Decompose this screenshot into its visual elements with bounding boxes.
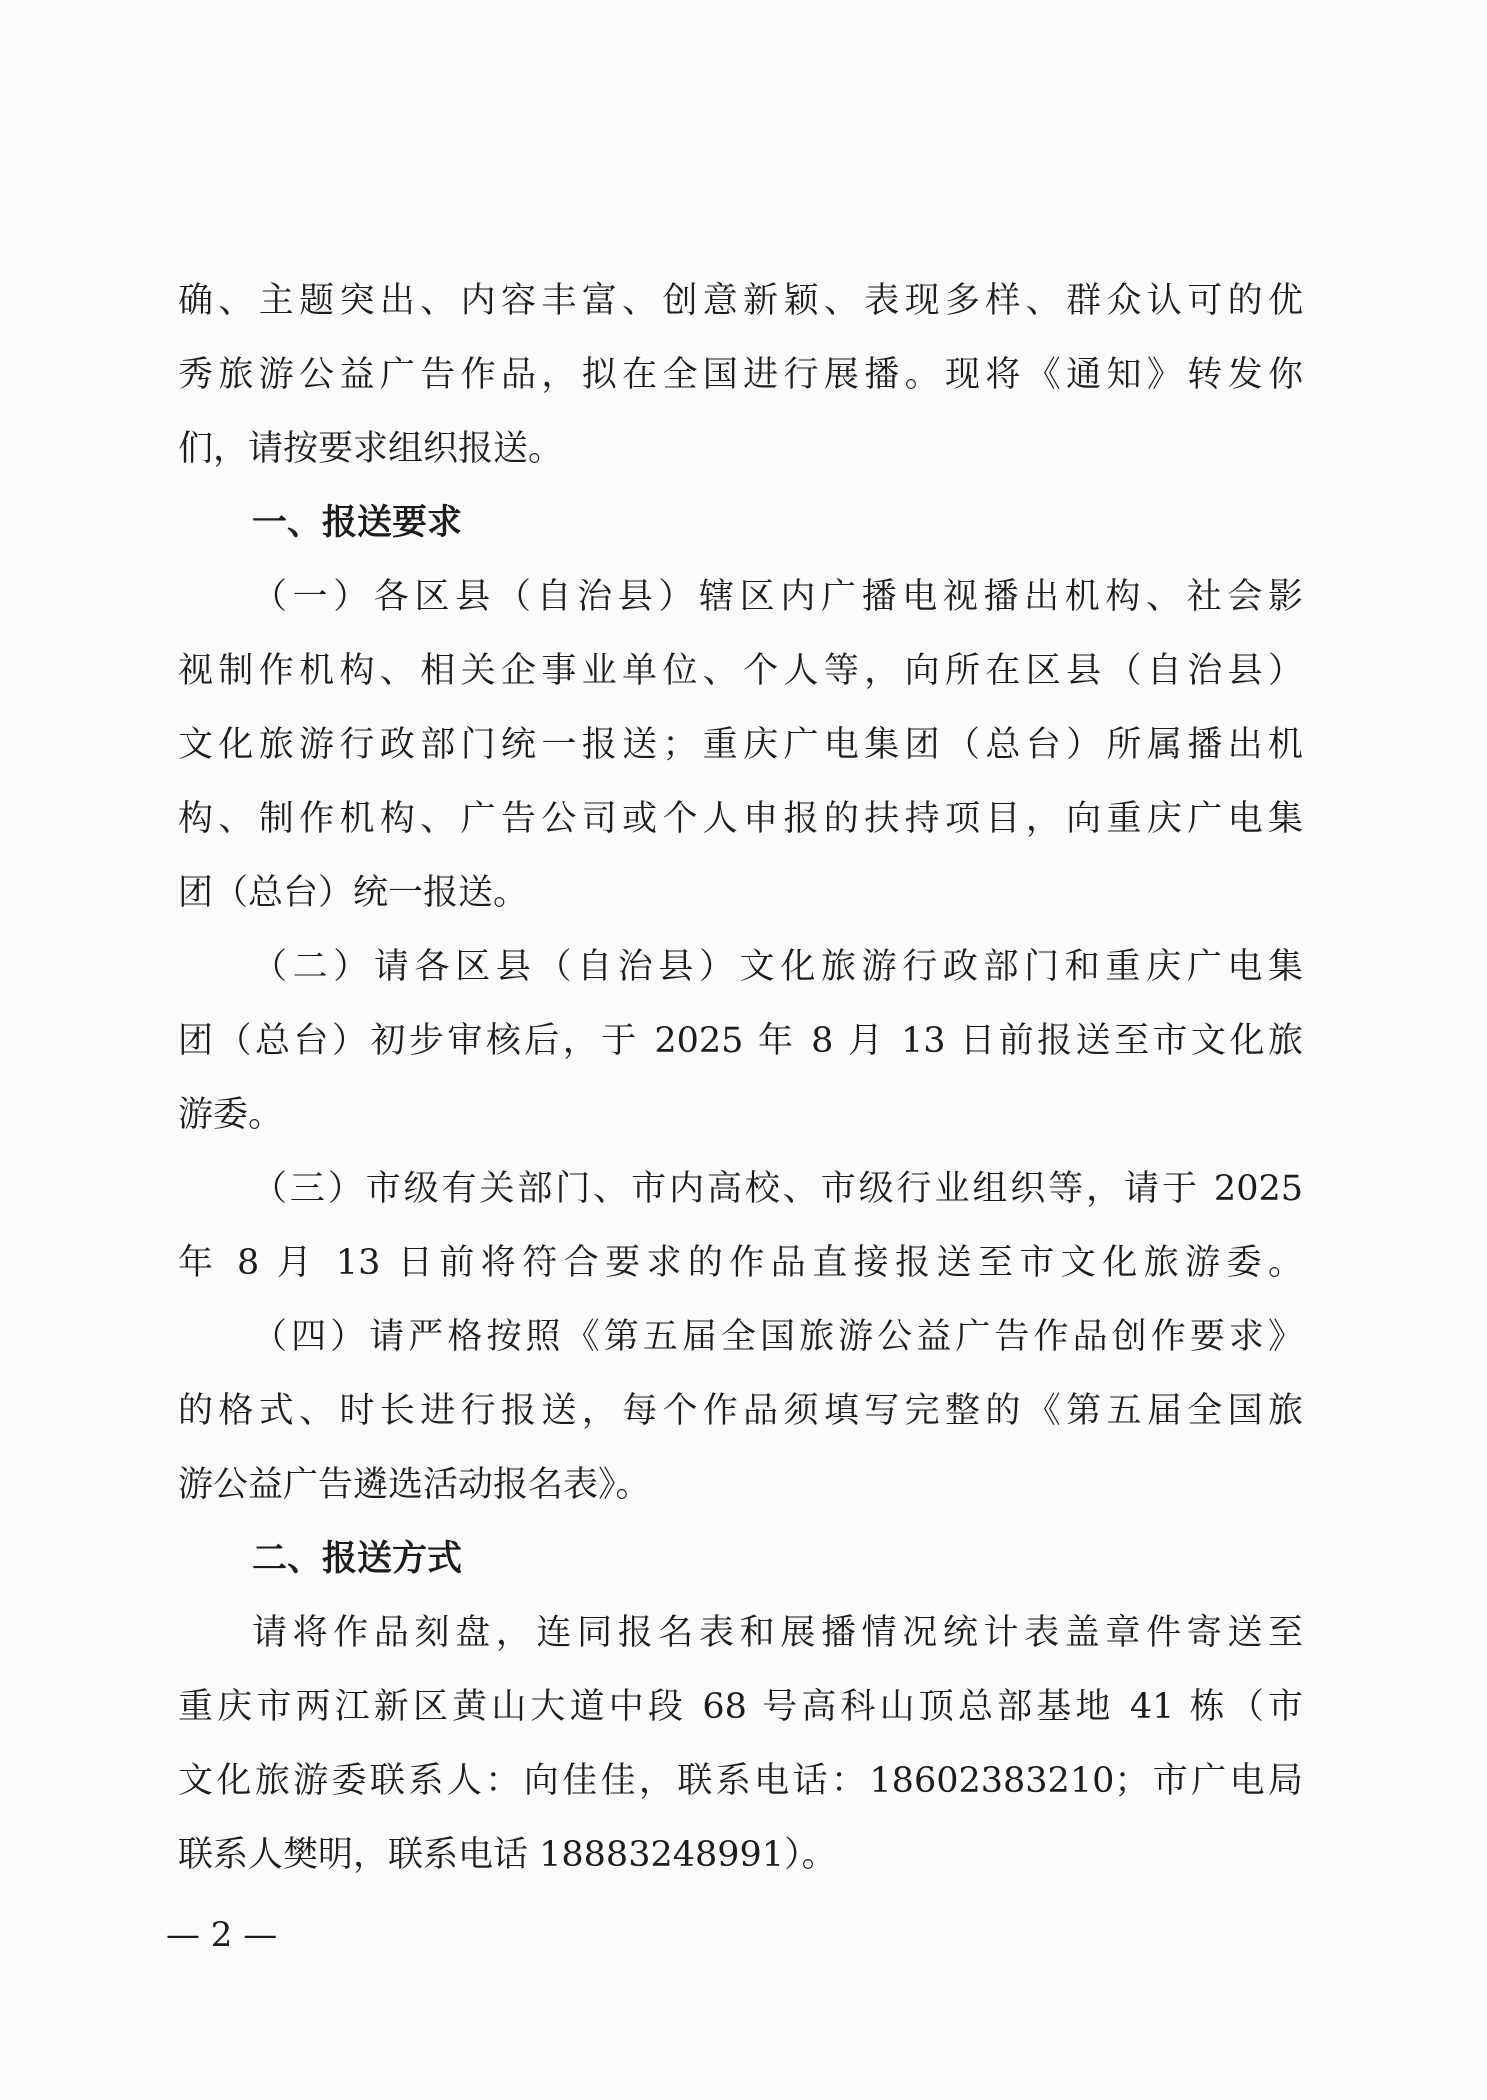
body-text-line: 团（总台）初步审核后，于 2025 年 8 月 13 日前报送至市文化旅	[178, 1021, 1303, 1061]
body-text-line: 确、主题突出、内容丰富、创意新颖、表现多样、群众认可的优	[178, 281, 1303, 321]
section-heading-1: 一、报送要求	[252, 503, 463, 543]
body-text-line: （二）请各区县（自治县）文化旅游行政部门和重庆广电集	[252, 947, 1303, 987]
body-text-line: 构、制作机构、广告公司或个人申报的扶持项目，向重庆广电集	[178, 799, 1303, 839]
body-text-line: 游公益广告遴选活动报名表》。	[178, 1465, 651, 1505]
page-number: — 2 —	[166, 1915, 278, 1955]
body-text-line: 秀旅游公益广告作品，拟在全国进行展播。现将《通知》转发你	[178, 355, 1303, 395]
body-text-line: 文化旅游委联系人：向佳佳，联系电话：18602383210；市广电局	[178, 1761, 1303, 1801]
body-text-line: （一）各区县（自治县）辖区内广播电视播出机构、社会影	[252, 577, 1303, 617]
body-text-line: 请将作品刻盘，连同报名表和展播情况统计表盖章件寄送至	[252, 1613, 1303, 1653]
body-text-line: 们，请按要求组织报送。	[178, 429, 564, 469]
body-text-line: 年 8 月 13 日前将符合要求的作品直接报送至市文化旅游委。	[178, 1243, 1303, 1283]
body-text-line: （三）市级有关部门、市内高校、市级行业组织等，请于 2025	[252, 1169, 1303, 1209]
body-text-line: 视制作机构、相关企事业单位、个人等，向所在区县（自治县）	[178, 651, 1303, 691]
body-text-line: 游委。	[178, 1095, 284, 1135]
body-text-line: 团（总台）统一报送。	[178, 873, 529, 913]
body-text-line: 重庆市两江新区黄山大道中段 68 号高科山顶总部基地 41 栋（市	[178, 1687, 1303, 1727]
section-heading-2: 二、报送方式	[252, 1539, 463, 1579]
body-text-line: （四）请严格按照《第五届全国旅游公益广告作品创作要求》	[252, 1317, 1303, 1357]
body-text-line: 联系人樊明，联系电话 18883248991）。	[178, 1835, 837, 1875]
body-text-line: 的格式、时长进行报送，每个作品须填写完整的《第五届全国旅	[178, 1391, 1303, 1431]
body-text-line: 文化旅游行政部门统一报送；重庆广电集团（总台）所属播出机	[178, 725, 1303, 765]
